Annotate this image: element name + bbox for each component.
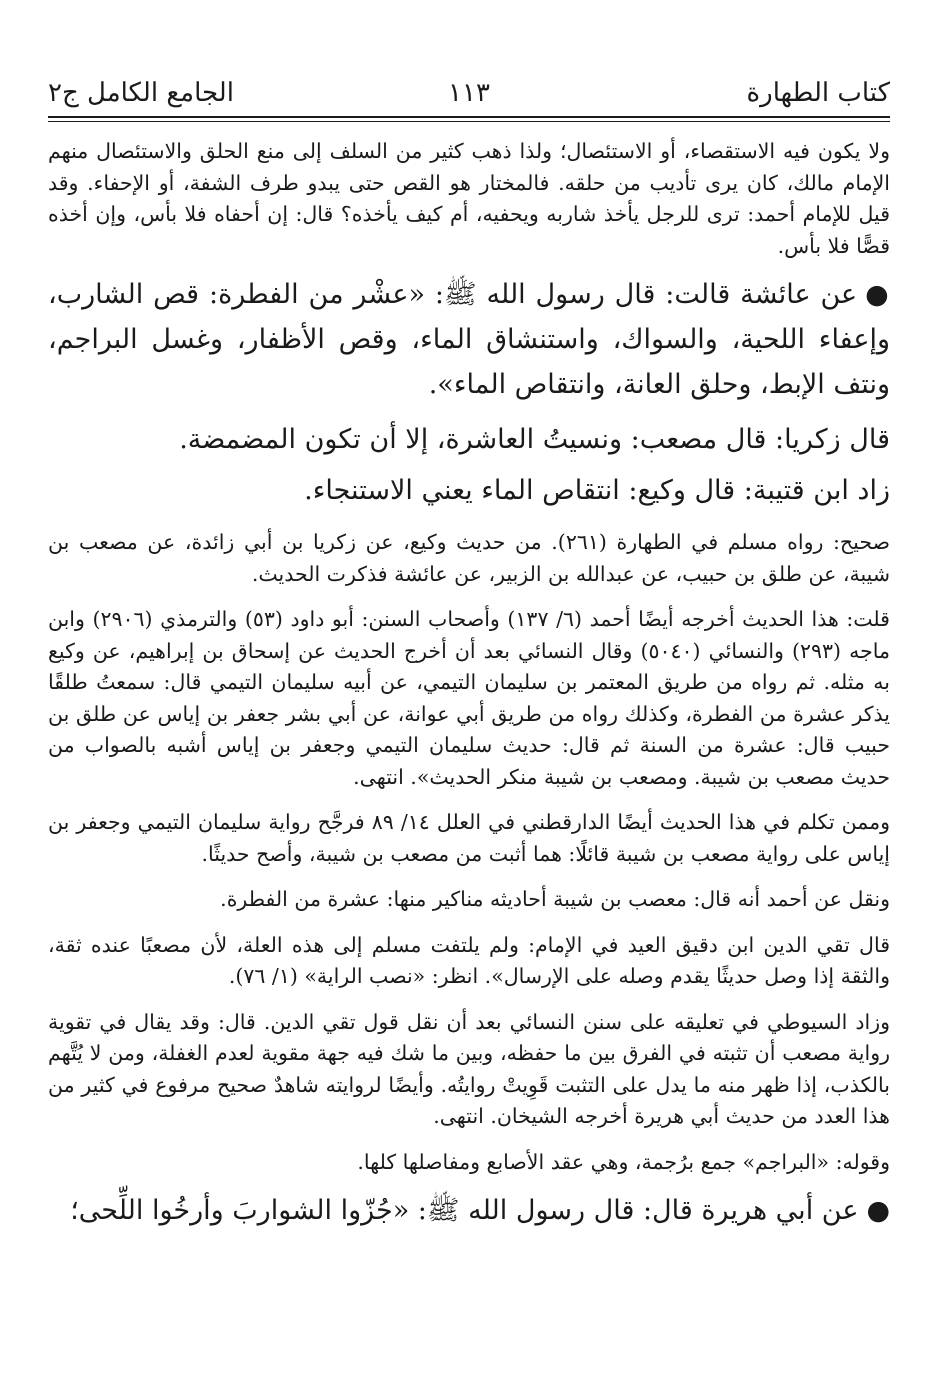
hadith-addendum: زاد ابن قتيبة: قال وكيع: انتقاص الماء يعني الاستنجاء. — [304, 475, 890, 506]
commentary-paragraph: ولا يكون فيه الاستقصاء، أو الاستئصال؛ ولذا ذهب كثير من السلف إلى منع الحلق والاستئصال منهم الإمام مالك، كان يرى تأديب من حلقه. فالمختار هو القص حتى يبدو طرف الشفة، أو الإحفاء. وقد قيل للإمام أحمد: ترى للرجل يأخذ شاربه ويحفيه، أم كيف يأخذه؟ قال: إن أحفاه فلا بأس، وإن أخذه قصًّا فلا بأس. — [48, 139, 890, 258]
page-header — [48, 58, 890, 116]
hadith-addendum: قال زكريا: قال مصعب: ونسيتُ العاشرة، إلا أن تكون المضمضة. — [179, 424, 890, 455]
commentary-paragraph: قال تقي الدين ابن دقيق العيد في الإمام: ولم يلتفت مسلم إلى هذه العلة، لأن مصعبًا عنده ثقة، والثقة إذا وصل حديثًا يقدم وصله على الإرسال». انظر: «نصب الراية» (١/ ٧٦). — [48, 932, 890, 988]
header-rule-thin — [48, 121, 890, 122]
hadith-paragraph — [48, 1188, 890, 1243]
hadith-bullet-icon: ● — [865, 279, 890, 310]
commentary-paragraph: وممن تكلم في هذا الحديث أيضًا الدارقطني في العلل ١٤/ ٨٩ فرجَّح رواية سليمان التيمي وجعفر بن إياس على رواية مصعب بن شيبة قائلًا: هما أثبت من مصعب بن شيبة، وأصح حديثًا. — [48, 810, 890, 866]
hadith-bullet-icon: ● — [866, 1195, 890, 1226]
commentary-paragraph: وزاد السيوطي في تعليقه على سنن النسائي بعد أن نقل قول تقي الدين. قال: وقد يقال في تقوية رواية مصعب أن تثبته في الفرق بين ما حفظه، وبين ما شك فيه جهة مقوية لعدم الغفلة، ومن لا يُتَّهم بالكذب، إذا ظهر منه ما يدل على التثبت قَوِيتْ روايتُه. وأيضًا لروايته شاهدٌ صحيح مرفوع في كثير من هذا العدد من حديث أبي هريرة أخرجه الشيخان. انتهى. — [48, 1009, 890, 1128]
page-number: ١١٣ — [448, 78, 490, 108]
takhrij-paragraph: صحيح: رواه مسلم في الطهارة (٢٦١). من حديث وكيع، عن زكريا بن أبي زائدة، عن مصعب بن شيبة، عن طلق بن حبيب، عن عبدالله بن الزبير، عن عائشة فذكرت الحديث. — [48, 530, 890, 586]
page-body — [48, 132, 890, 1243]
header-rule-thick — [48, 116, 890, 118]
hadith-text: عن أبي هريرة قال: قال رسول الله ﷺ: «جُزّوا الشواربَ وأرخُوا اللِّحى؛ — [70, 1195, 859, 1226]
commentary-paragraph: قلت: هذا الحديث أخرجه أيضًا أحمد (٦/ ١٣٧) وأصحاب السنن: أبو داود (٥٣) والترمذي (٢٩٠٦) وابن ماجه (٢٩٣) والنسائي (٥٠٤٠) وقال النسائي بعد أن أخرج الحديث عن إسحاق بن إبراهيم، عن وكيع به مثله. ثم رواه من طريق المعتمر بن سليمان التيمي، عن أبيه سليمان التيمي قال: سمعتُ طلقًا يذكر عشرة من الفطرة، وكذلك رواه من طريق أبي عوانة، عن أبي بشر جعفر بن إياس عن طلق بن حبيب قال: عشرة من السنة ثم قال: حديث سليمان التيمي وجعفر بن إياس أشبه بالصواب من حديث مصعب بن شيبة. ومصعب بن شيبة منكر الحديث». انتهى. — [48, 607, 890, 789]
commentary-paragraph: ونقل عن أحمد أنه قال: معصب بن شيبة أحاديثه مناكير منها: عشرة من الفطرة. — [220, 887, 890, 911]
commentary-paragraph: وقوله: «البراجم» جمع برُجمة، وهي عقد الأصابع ومفاصلها كلها. — [357, 1149, 890, 1174]
running-head-series-title: الجامع الكامل ج٢ — [48, 78, 234, 108]
running-head-book-title: كتاب الطهارة — [746, 78, 890, 108]
book-page — [48, 58, 890, 1358]
hadith-text: عن عائشة قالت: قال رسول الله ﷺ: «عشْر من الفطرة: قص الشارب، وإعفاء اللحية، والسواك، واستنشاق الماء، وقص الأظفار، وغسل البراجم، ونتف الإبط، وحلق العانة، وانتقاص الماء». — [48, 279, 890, 400]
hadith-paragraph — [48, 272, 890, 417]
